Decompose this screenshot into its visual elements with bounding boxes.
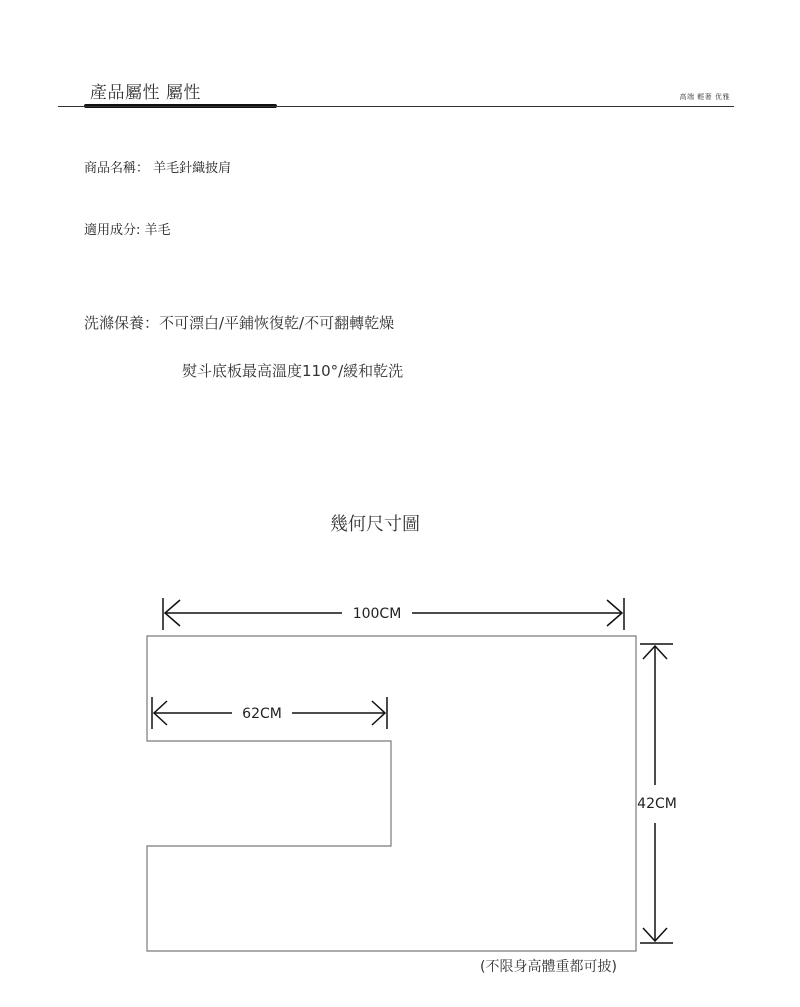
product-name: 商品名稱： 羊毛針織披肩 (84, 161, 232, 176)
section-heading: 產品屬性 屬性 (90, 83, 201, 103)
shawl-outline (147, 636, 636, 951)
height-dimension-arrow (640, 644, 673, 943)
care-instructions-line1: 洗滌保養：不可漂白/平鋪恢復乾/不可翻轉乾燥 (84, 314, 395, 332)
care-instructions-line2: 熨斗底板最高溫度110°/緩和乾洗 (182, 362, 404, 380)
height-label: 42CM (637, 796, 677, 812)
material-composition: 適用成分: 羊毛 (84, 223, 171, 238)
width-label: 100CM (352, 606, 402, 622)
brand-tagline: 高端 輕奢 优雅 (679, 93, 730, 101)
diagram-title: 幾何尺寸圖 (330, 514, 420, 535)
inner-width-label: 62CM (242, 706, 282, 722)
size-note: (不限身高體重都可披) (480, 959, 617, 975)
